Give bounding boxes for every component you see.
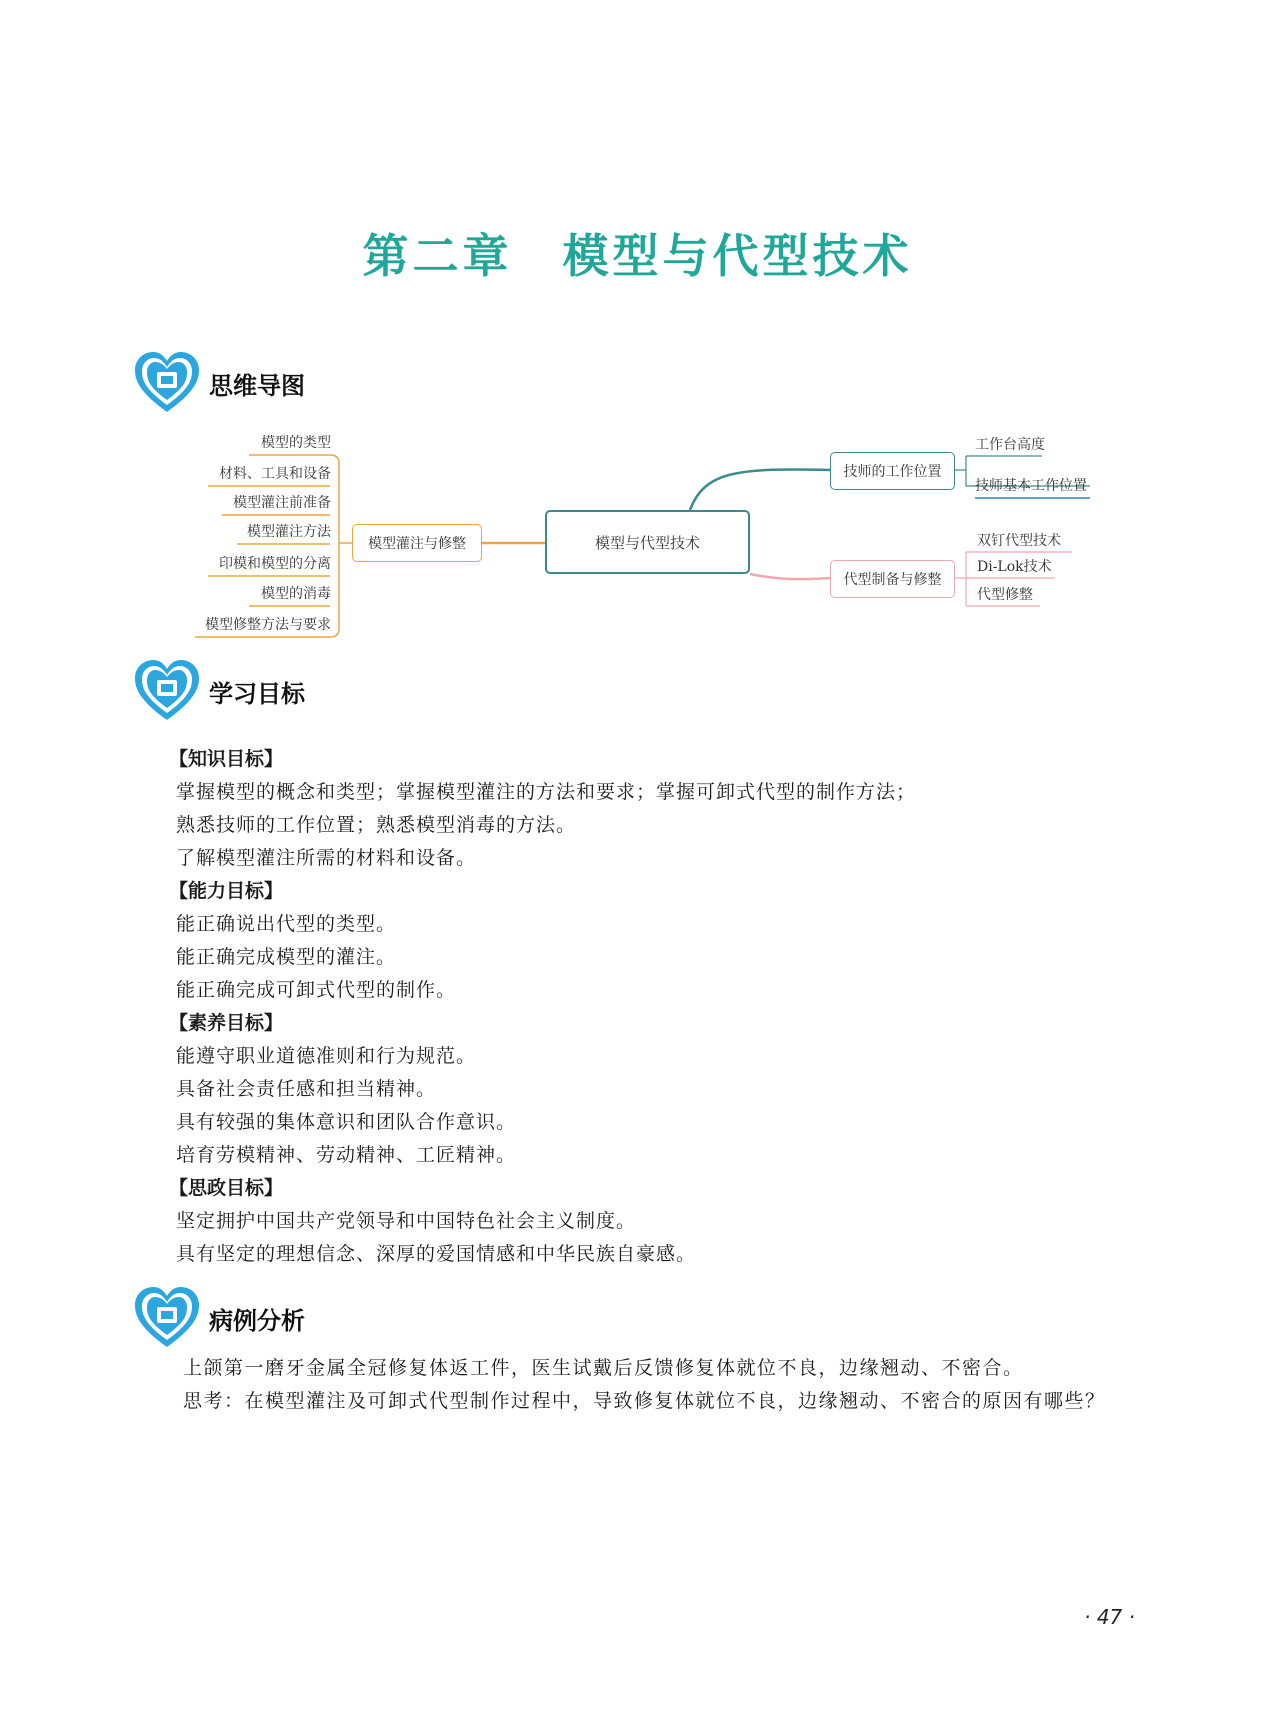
- knowledge-goal-1: 掌握模型的概念和类型；掌握模型灌注的方法和要求；掌握可卸式代型的制作方法；: [176, 781, 917, 803]
- ability-goals-heading: 【能力目标】: [169, 880, 284, 902]
- page-number: · 47 ·: [1084, 1605, 1135, 1629]
- ability-goal-3: 能正确完成可卸式代型的制作。: [176, 979, 457, 1001]
- ability-goal-1: 能正确说出代型的类型。: [176, 913, 397, 935]
- mindmap-leaf-work-position: 技师基本工作位置: [975, 478, 1087, 494]
- section-goals-label: 学习目标: [209, 680, 305, 708]
- mindmap-branch-right-top: 技师的工作位置: [830, 452, 955, 490]
- mindmap-leaf-6: 模型的消毒: [261, 586, 331, 602]
- ability-goal-2: 能正确完成模型的灌注。: [176, 946, 397, 968]
- heart-tooth-icon: [133, 658, 201, 726]
- mindmap-leaf-5: 印模和模型的分离: [219, 556, 331, 572]
- case-analysis: [137, 1352, 1147, 1418]
- mindmap-leaf-4: 模型灌注方法: [247, 524, 331, 540]
- ideology-goal-1: 坚定拥护中国共产党领导和中国特色社会主义制度。: [176, 1210, 637, 1232]
- mindmap-leaf-7: 模型修整方法与要求: [205, 617, 331, 633]
- mindmap-leaf-work-height: 工作台高度: [975, 437, 1045, 453]
- mindmap-leaf-die-trim: 代型修整: [977, 587, 1033, 603]
- mindmap-leaf-dowel: 双钉代型技术: [977, 533, 1061, 549]
- knowledge-goal-2: 熟悉技师的工作位置；熟悉模型消毒的方法。: [176, 814, 577, 836]
- mindmap-center: 模型与代型技术: [545, 510, 750, 574]
- section-goals-header: [133, 658, 553, 728]
- mindmap-branch-left: 模型灌注与修整: [352, 524, 482, 562]
- quality-goal-2: 具备社会责任感和担当精神。: [176, 1078, 437, 1100]
- ideology-goal-2: 具有坚定的理想信念、深厚的爱国情感和中华民族自豪感。: [176, 1243, 697, 1265]
- learning-goals: [169, 743, 917, 1271]
- mindmap-leaf-3: 模型灌注前准备: [233, 495, 331, 511]
- ideology-goals-heading: 【思政目标】: [169, 1177, 284, 1199]
- section-case-label: 病例分析: [209, 1307, 305, 1335]
- mindmap-leaf-2: 材料、工具和设备: [219, 466, 331, 482]
- mindmap-leaf-1: 模型的类型: [261, 435, 331, 451]
- quality-goal-1: 能遵守职业道德准则和行为规范。: [176, 1045, 477, 1067]
- knowledge-goals-heading: 【知识目标】: [169, 748, 284, 770]
- heart-tooth-icon: [133, 1285, 201, 1353]
- section-mindmap-label: 思维导图: [209, 372, 305, 400]
- chapter-title: 第二章 模型与代型技术: [362, 229, 913, 283]
- quality-goals-heading: 【素养目标】: [169, 1012, 284, 1034]
- section-case-header: [133, 1285, 553, 1355]
- case-description: 上颌第一磨牙金属全冠修复体返工件，医生试戴后反馈修复体就位不良，边缘翘动、不密合。: [183, 1357, 1024, 1379]
- mindmap-leaf-dilok: Di-Lok技术: [977, 559, 1052, 575]
- knowledge-goal-3: 了解模型灌注所需的材料和设备。: [176, 847, 477, 869]
- quality-goal-3: 具有较强的集体意识和团队合作意识。: [176, 1111, 517, 1133]
- case-question: 思考：在模型灌注及可卸式代型制作过程中，导致修复体就位不良，边缘翘动、不密合的原因有哪些？: [183, 1390, 1106, 1412]
- quality-goal-4: 培育劳模精神、劳动精神、工匠精神。: [176, 1144, 517, 1166]
- mindmap-branch-right-bottom: 代型制备与修整: [830, 560, 955, 598]
